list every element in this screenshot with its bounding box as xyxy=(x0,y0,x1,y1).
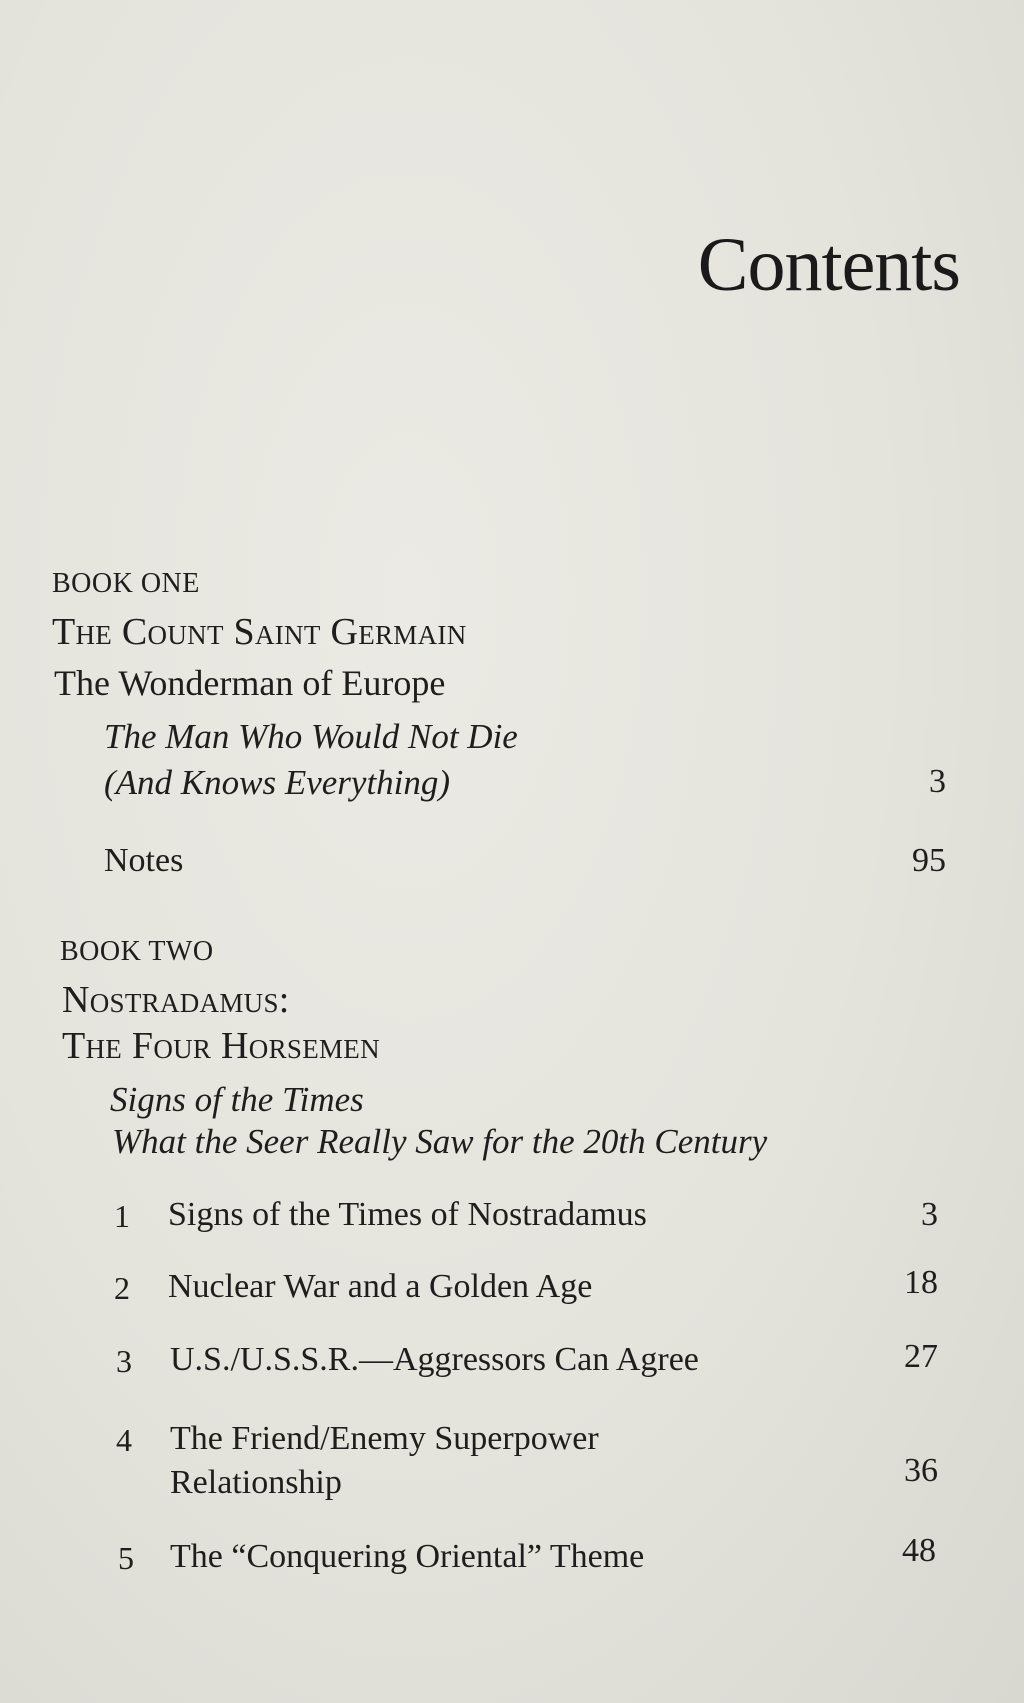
chapter-page: 27 xyxy=(904,1338,938,1375)
chapter-title-continued: Relationship xyxy=(170,1464,342,1501)
book-one-entry-line2: (And Knows Everything) xyxy=(104,763,451,802)
book-two-title-line1: Nostradamus: xyxy=(62,979,290,1021)
chapter-page: 18 xyxy=(904,1264,938,1301)
chapter-page: 48 xyxy=(902,1532,936,1569)
book-two-label: BOOK TWO xyxy=(60,936,214,967)
chapter-number: 2 xyxy=(114,1270,130,1306)
page-title: Contents xyxy=(697,223,960,307)
book-two-title-line2: The Four Horsemen xyxy=(62,1025,380,1067)
chapter-title: The “Conquering Oriental” Theme xyxy=(170,1538,645,1575)
book-one-subtitle: The Wonderman of Europe xyxy=(54,663,446,703)
chapter-page: 36 xyxy=(904,1452,938,1489)
chapter-number: 4 xyxy=(116,1422,132,1458)
book-one-label: BOOK ONE xyxy=(52,568,200,599)
chapter-number: 3 xyxy=(116,1343,132,1379)
book-one-notes: Notes xyxy=(104,842,184,879)
chapter-page: 3 xyxy=(921,1196,938,1233)
book-two-subtitle-line1: Signs of the Times xyxy=(110,1080,364,1119)
book-one-notes-page: 95 xyxy=(912,842,946,879)
chapter-title: The Friend/Enemy Superpower xyxy=(170,1420,599,1457)
chapter-number: 5 xyxy=(118,1540,134,1576)
book-one-entry-line1: The Man Who Would Not Die xyxy=(104,717,518,756)
book-two-subtitle-line2: What the Seer Really Saw for the 20th Century xyxy=(112,1122,768,1161)
chapter-number: 1 xyxy=(114,1198,130,1234)
book-one-title: The Count Saint Germain xyxy=(52,611,467,653)
chapter-title: Signs of the Times of Nostradamus xyxy=(168,1196,647,1233)
chapter-title: U.S./U.S.S.R.—Aggressors Can Agree xyxy=(170,1341,699,1378)
chapter-title: Nuclear War and a Golden Age xyxy=(168,1268,593,1305)
book-one-entry-page: 3 xyxy=(929,763,946,800)
